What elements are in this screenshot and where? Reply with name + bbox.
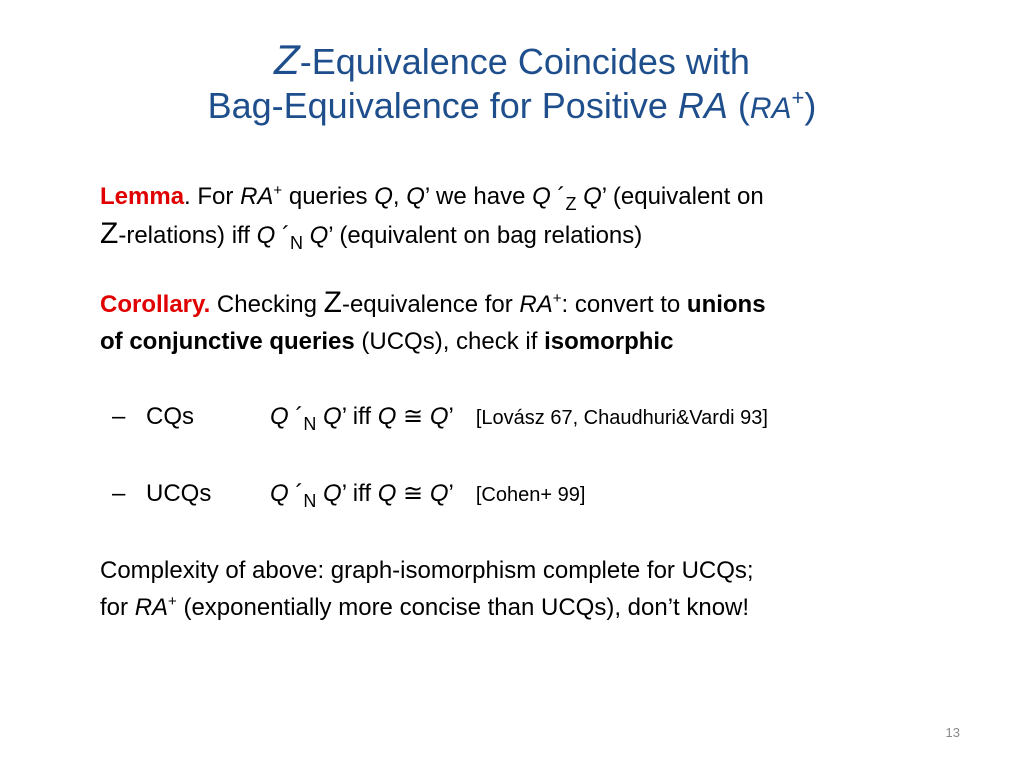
bullet-formula: [270, 475, 454, 512]
lemma-q: Q: [583, 183, 602, 210]
complexity-paragraph: [100, 552, 980, 626]
bullet-q: Q: [377, 480, 397, 507]
bullet-iso-symbol: ≅: [396, 480, 430, 507]
bullet-iso-symbol: ≅: [396, 403, 430, 430]
slide-title: [0, 38, 1024, 131]
bullet-dash: –: [112, 403, 126, 430]
corollary-label: Corollary.: [100, 291, 211, 318]
corollary-text: -equivalence for: [341, 291, 520, 318]
lemma-text: ’ we have: [424, 183, 533, 210]
title-open-paren: (: [727, 85, 750, 126]
corollary-z-symbol: Z: [323, 286, 342, 319]
bullet-text: ’: [448, 403, 454, 430]
title-close-paren: ): [804, 85, 817, 126]
bullet-dash: –: [112, 480, 126, 507]
lemma-text: ’ (equivalent on bag relations): [328, 222, 643, 249]
bullet-citation: [Cohen+ 99]: [475, 484, 586, 506]
bullet-equiv-subscript: N: [303, 490, 317, 511]
complexity-text: for: [100, 594, 135, 621]
lemma-paragraph: [100, 178, 980, 254]
lemma-text: . For: [184, 183, 241, 210]
bullet-label: CQs: [146, 403, 194, 430]
lemma-text: ,: [392, 183, 407, 210]
title-plus-sup: +: [791, 85, 805, 110]
slide-body: [100, 178, 980, 626]
corollary-paragraph: [100, 284, 980, 360]
bullet-text: ’ iff: [341, 480, 378, 507]
lemma-q: Q: [309, 222, 329, 249]
title-line1-text: -Equivalence Coincides with: [299, 41, 750, 82]
bullet-q: Q: [377, 403, 397, 430]
corollary-text: Checking: [210, 291, 324, 318]
lemma-text: -relations) iff: [118, 222, 257, 249]
corollary-text: : convert to: [561, 291, 687, 318]
bullet-q: Q: [270, 403, 289, 430]
title-line-1: [0, 38, 1024, 84]
title-z-symbol: Z: [274, 36, 300, 83]
lemma-equiv-symbol: ´: [275, 222, 290, 249]
bullet-citation: [Lovász 67, Chaudhuri&Vardi 93]: [475, 407, 768, 429]
lemma-equiv-subscript: N: [289, 232, 303, 253]
bullet-equiv-symbol: ´: [288, 480, 304, 507]
lemma-ra: RA: [240, 183, 274, 210]
bullet-text: ’ iff: [341, 403, 378, 430]
corollary-bold-term: of conjunctive queries: [100, 328, 355, 355]
bullet-q: Q: [429, 480, 449, 507]
page-number: 13: [945, 725, 960, 740]
complexity-text: (exponentially more concise than UCQs), don’t know!: [176, 594, 750, 621]
lemma-label: Lemma: [100, 183, 185, 210]
bullet-text: ’: [448, 480, 454, 507]
bullet-ucqs: [112, 475, 980, 514]
corollary-bold-term: unions: [686, 291, 766, 318]
bullet-q: Q: [429, 403, 449, 430]
bullet-label: UCQs: [146, 480, 212, 507]
corollary-bold-term: isomorphic: [544, 328, 674, 355]
lemma-q: Q: [256, 222, 276, 249]
bullet-text: [316, 480, 323, 507]
bullet-cqs: [112, 398, 980, 437]
lemma-text: [303, 222, 310, 249]
complexity-plus: +: [168, 593, 177, 610]
lemma-text: ’ (equivalent on: [601, 183, 764, 210]
lemma-q: Q: [374, 183, 393, 210]
bullet-equiv-subscript: N: [303, 413, 317, 434]
corollary-ra: RA: [519, 291, 553, 318]
lemma-equiv-symbol: ´: [550, 183, 566, 210]
lemma-plus: +: [273, 182, 283, 199]
lemma-q: Q: [406, 183, 425, 210]
bullet-q: Q: [323, 403, 342, 430]
lemma-q: Q: [532, 183, 551, 210]
bullet-formula: [270, 398, 454, 435]
bullet-q: Q: [323, 480, 342, 507]
corollary-plus: +: [552, 290, 562, 307]
corollary-text: (UCQs), check if: [354, 328, 545, 355]
lemma-equiv-subscript: Z: [565, 193, 577, 214]
bullet-text: [316, 403, 323, 430]
lemma-z-symbol: Z: [100, 217, 119, 250]
complexity-text: Complexity of above: graph-isomorphism complete for UCQs;: [100, 557, 754, 584]
lemma-text: queries: [282, 183, 375, 210]
bullet-q: Q: [270, 480, 289, 507]
bullet-equiv-symbol: ´: [288, 403, 304, 430]
title-line-2: [0, 84, 1024, 131]
title-ra: RA: [677, 85, 728, 126]
title-line2-text: Bag-Equivalence for Positive: [207, 85, 678, 126]
title-ra-plus: RA: [749, 92, 792, 125]
complexity-ra: RA: [134, 594, 169, 621]
